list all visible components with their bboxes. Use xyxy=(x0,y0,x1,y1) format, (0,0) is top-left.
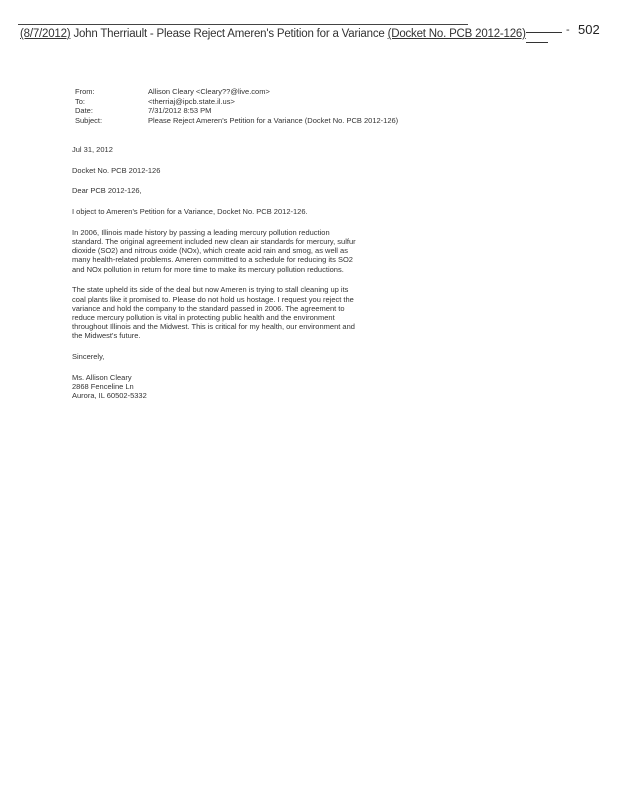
date-row xyxy=(75,106,398,116)
page-rule-lower xyxy=(526,42,548,43)
signature-block xyxy=(72,373,362,401)
from-label: From: xyxy=(75,87,95,96)
subject-label: Subject: xyxy=(75,115,103,125)
letter-date: Jul 31, 2012 xyxy=(72,145,113,154)
date-label: Date: xyxy=(75,106,93,116)
page-dash: - xyxy=(566,24,570,36)
letter-object-line: I object to Ameren's Petition for a Variance, Docket No. PCB 2012-126. xyxy=(72,207,308,217)
email-metadata xyxy=(75,87,398,125)
signature-street: 2868 Fenceline Ln xyxy=(72,381,134,391)
page-number: 502 xyxy=(578,22,600,37)
header-docket: (Docket No. PCB 2012-126) xyxy=(387,28,526,40)
to-label: To: xyxy=(75,96,86,106)
letter-paragraph-2: The state upheld its side of the deal but now Ameren is trying to stall cleaning up its coal plants like it promised to. Please do not hold us hostage. I request you reject the variance and hold the company to the standard passed in 2006. The agreement to reduce mercury pollution is vital in protecting public health and the environment throughout Illinois and the Midwest. This is critical for my health, our environment and the Midwest's future. xyxy=(72,285,355,341)
from-value: Allison Cleary <Cleary??@live.com> xyxy=(148,87,270,96)
document-header xyxy=(20,28,526,40)
letter-docket: Docket No. PCB 2012-126 xyxy=(72,165,161,175)
header-date: (8/7/2012) xyxy=(20,28,71,40)
letter-closing: Sincerely, xyxy=(72,352,105,362)
signature-city: Aurora, IL 60502-5332 xyxy=(72,391,147,401)
signature-name: Ms. Allison Cleary xyxy=(72,372,132,382)
header-title: John Therriault - Please Reject Ameren's Petition for a Variance xyxy=(73,28,385,40)
page-rule xyxy=(526,32,562,33)
to-value: <therriaj@ipcb.state.il.us> xyxy=(148,96,235,106)
subject-row xyxy=(75,116,398,126)
page-number-block xyxy=(526,22,606,46)
letter-paragraph-1: In 2006, Illinois made history by passing a leading mercury pollution reduction standard. The original agreement included new clean air standards for mercury, sulfur dioxide (SO2) and nitrous oxide (NOx), which create acid rain and smog, as well as many health-related problems. Ameren committed to a schedule for reducing its SO2 and NOx pollution in return for more time to make its mercury pollution reductions. xyxy=(72,227,356,274)
from-row xyxy=(75,87,398,97)
to-row xyxy=(75,97,398,107)
letter-body xyxy=(72,145,362,400)
header-rule xyxy=(18,24,468,25)
letter-greeting: Dear PCB 2012-126, xyxy=(72,186,142,196)
subject-value: Please Reject Ameren's Petition for a Variance (Docket No. PCB 2012-126) xyxy=(148,115,399,125)
date-value: 7/31/2012 8:53 PM xyxy=(148,106,212,116)
